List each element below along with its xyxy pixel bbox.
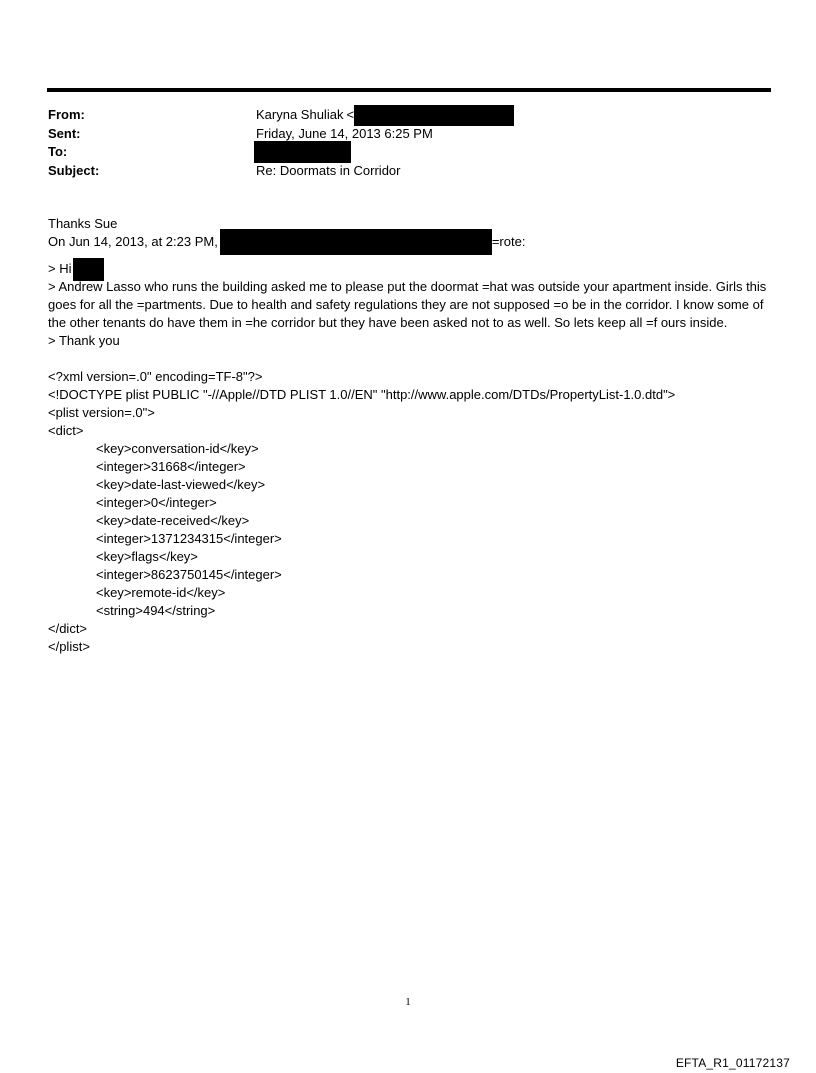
quote-intro xyxy=(48,233,773,251)
to-label: To: xyxy=(48,144,68,159)
plist-close: </plist> xyxy=(48,639,90,654)
sent-row xyxy=(48,125,768,144)
plist-xml-declaration: <?xml version=.0" encoding=TF-8"?> xyxy=(48,369,263,384)
greeting: Thanks Sue xyxy=(48,216,118,231)
from-bracket: < xyxy=(346,107,355,122)
plist-entry: <key>flags</key> xyxy=(96,549,198,564)
quoted-greeting xyxy=(48,260,773,278)
plist-entry: <key>conversation-id</key> xyxy=(96,441,259,456)
email-header xyxy=(48,106,768,180)
plist-entry: <integer>0</integer> xyxy=(96,495,217,510)
sent-value: Friday, June 14, 2013 6:25 PM xyxy=(256,125,433,141)
header-divider xyxy=(47,88,771,92)
from-name: Karyna Shuliak xyxy=(256,107,344,122)
from-row xyxy=(48,106,768,125)
plist-entry: <key>date-received</key> xyxy=(96,513,250,528)
from-label: From: xyxy=(48,107,85,122)
redaction-box xyxy=(220,229,492,255)
to-value xyxy=(256,141,351,163)
quoted-thanks: > Thank you xyxy=(48,333,120,348)
quoted-paragraph: > Andrew Lasso who runs the building asked me to please put the doormat =hat was outside your apartment inside. Girls this goes for all the =partments. Due to health and safety regulations they are not supposed =o be in the corridor. I know some of the other tenants do have them in =he corridor but they have been asked not to as well. So lets keep all =f ours inside. xyxy=(48,279,767,330)
sent-label: Sent: xyxy=(48,125,81,141)
dict-open: <dict> xyxy=(48,423,84,438)
plist-entry: <key>remote-id</key> xyxy=(96,585,226,600)
plist-doctype: <!DOCTYPE plist PUBLIC "-//Apple//DTD PLIST 1.0//EN" "http://www.apple.com/DTDs/PropertyList-1.0.dtd"> xyxy=(48,387,676,402)
subject-value: Re: Doormats in Corridor xyxy=(256,162,401,178)
bates-number: EFTA_R1_01172137 xyxy=(675,1056,790,1070)
quote-intro-suffix: =rote: xyxy=(491,234,526,249)
plist-open: <plist version=.0"> xyxy=(48,405,155,420)
quoted-hi: > Hi xyxy=(48,261,72,276)
plist-entry: <string>494</string> xyxy=(96,603,216,618)
plist-block xyxy=(48,368,773,656)
email-body xyxy=(48,215,773,656)
subject-row xyxy=(48,162,768,181)
plist-entry: <integer>31668</integer> xyxy=(96,459,246,474)
dict-close: </dict> xyxy=(48,621,88,636)
subject-label: Subject: xyxy=(48,162,100,178)
to-row xyxy=(48,143,768,162)
from-value xyxy=(256,105,514,126)
plist-entry: <key>date-last-viewed</key> xyxy=(96,477,266,492)
quote-intro-prefix: On Jun 14, 2013, at 2:23 PM, xyxy=(48,234,218,249)
plist-entry: <integer>1371234315</integer> xyxy=(96,531,282,546)
redaction-box xyxy=(354,105,514,126)
redaction-box xyxy=(254,141,351,163)
plist-entry: <integer>8623750145</integer> xyxy=(96,567,282,582)
page-number: 1 xyxy=(405,996,411,1008)
